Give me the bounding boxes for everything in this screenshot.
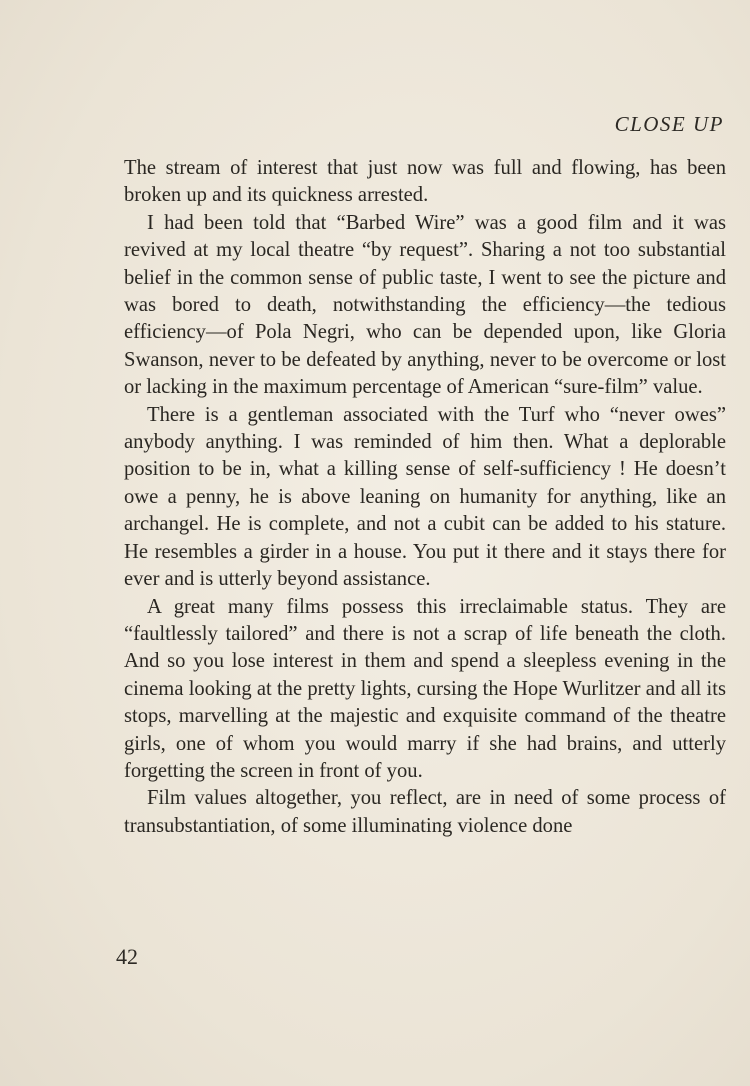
paragraph-2: I had been told that “Barbed Wire” was a good film and it was revived at my local theatre “by request”. Sharing a not too substantial belief in the common sense of public taste, I went to see the picture and was bored to death, notwithstanding the efficiency—the tedious efficiency—of Pola Negri, who can be depended upon, like Gloria Swanson, never to be defeated by anything, never to be overcome or lost or lacking in the maximum percentage of American “sure-film” value.	[124, 211, 726, 399]
running-header: CLOSE UP	[614, 112, 724, 136]
paragraph-3: There is a gentleman associated with the Turf who “never owes” anybody anything. I was reminded of him then. What a deplorable position to be in, what a killing sense of self-sufficiency ! He doesn’t owe a penny, he is above leaning on humanity for anything, like an archangel. He is complete, and not a cubit can be added to his stature. He resembles a girder in a house. You put it there and it stays there for ever and is utterly beyond assistance.	[124, 403, 726, 591]
body-text	[124, 155, 726, 840]
paragraph-5: Film values altogether, you reflect, are in need of some process of transubstantiation, of some illuminating violence done	[124, 787, 726, 837]
paragraph-1: The stream of interest that just now was full and flowing, has been broken up and its quickness arrested.	[124, 157, 726, 207]
paragraph-4: A great many films possess this irreclaimable status. They are “faultlessly tailored” and there is not a scrap of life beneath the cloth. And so you lose interest in them and spend a sleepless evening in the cinema looking at the pretty lights, cursing the Hope Wurlitzer and all its stops, marvelling at the majestic and exquisite command of the theatre girls, one of whom you would marry if she had brains, and utterly forgetting the screen in front of you.	[124, 595, 726, 782]
page-number: 42	[116, 944, 138, 969]
